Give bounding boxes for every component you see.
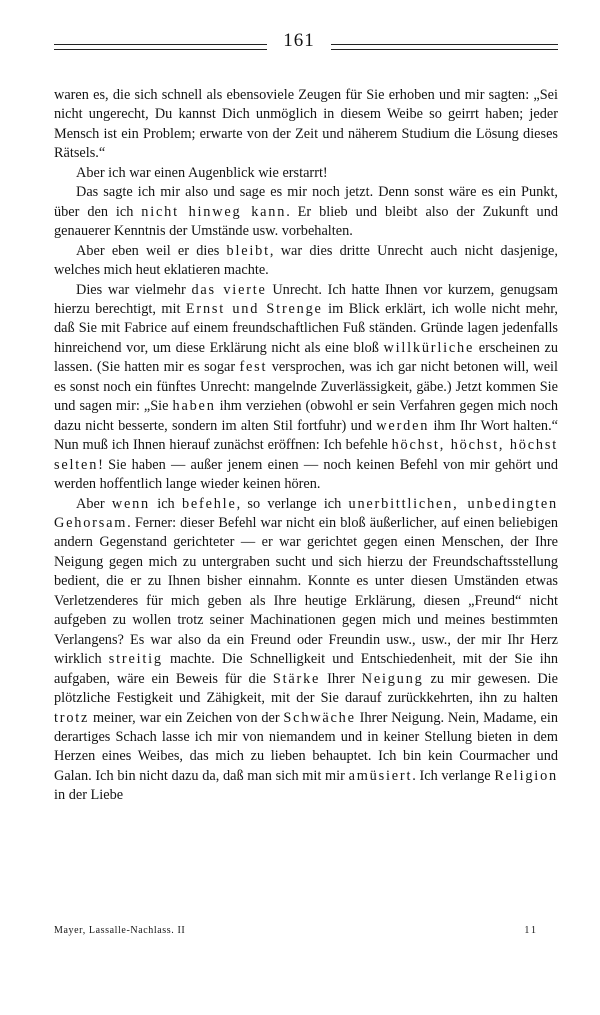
emphasis-spaced: Neigung: [361, 670, 424, 687]
page-header: [54, 24, 558, 60]
paragraph-3: [54, 183, 558, 241]
header-rule-right: [331, 44, 558, 50]
emphasis-spaced: Ernst und Strenge: [185, 300, 323, 317]
text-run: Ihrer: [320, 670, 362, 687]
paragraph-2: [54, 164, 558, 183]
emphasis-spaced: wenn: [111, 495, 150, 512]
emphasis-spaced: streitig: [108, 651, 163, 668]
emphasis-spaced: trotz: [54, 709, 90, 726]
text-run: versprochen, was ich gar nicht betonen will, weil es sonst noch ein fünftes Unrecht: mangelnde Zuverlässigkeit, gäbe.) Jetzt kommen Sie und sagen mir: „Sie: [54, 359, 558, 415]
text-run: machte. Die Schnelligkeit und Entschiedenheit, mit der Sie ihn aufgaben, wäre ein Beweis für die: [54, 651, 558, 687]
text-run: . Er blieb und bleibt also der Zukunft und genauerer Kenntnis der Umstände usw. vorbehalten.: [54, 203, 558, 240]
paragraph-6: [54, 495, 558, 806]
emphasis-spaced: Religion: [494, 767, 558, 784]
text-run: , so verlange ich: [236, 495, 349, 512]
text-run: . Ferner: dieser Befehl war nicht ein bloß äußerlicher, auf einen beliebigen andern Gegenstand gerichteter — er war gerichtet gegen einen Menschen, der Ihre Neigung gegen mich zu untergraben sucht und sich hierzu der Freundschaftsstellung bedient, die er zu Ihnen bisher einnahm. Konnte es unter diesen Umständen etwas Verletzenderes für mich geben als Ihre heutige Erklärung, diesen „Freund“ nicht aufgeben zu wollen trotz seiner Machinationen gegen mich und meines bestimmten Verlangens? Es war also da ein Freund oder Freundin usw., usw., der mir Ihr Herz wirklich: [54, 514, 558, 668]
emphasis-spaced: Stärke: [272, 670, 321, 687]
emphasis-spaced: willkürliche: [383, 339, 475, 356]
emphasis-spaced: höchst, höchst, höchst selten: [54, 437, 558, 473]
body-text: [54, 86, 558, 806]
text-run: in der Liebe: [54, 787, 124, 804]
text-run: ich: [150, 495, 182, 512]
paragraph-5: [54, 281, 558, 495]
emphasis-spaced: bleibt: [226, 242, 270, 259]
text-run: Dies war vielmehr: [76, 281, 192, 298]
emphasis-spaced: amüsiert: [348, 767, 413, 784]
emphasis-spaced: haben: [172, 398, 216, 415]
text-run: Aber ich war einen Augenblick wie erstarrt!: [76, 164, 328, 181]
header-rule-left: [54, 44, 267, 50]
emphasis-spaced: nicht hinweg kann: [141, 203, 287, 220]
emphasis-spaced: befehle: [181, 495, 237, 512]
text-run: erscheinen zu lassen. (Sie hatten mir es sogar: [54, 339, 558, 376]
page-footer: [54, 925, 558, 941]
text-run: . Ich verlange: [412, 767, 495, 784]
emphasis-spaced: werden: [376, 417, 430, 434]
text-run: meiner, war ein Zeichen von der: [89, 709, 284, 726]
text-run: zu mir gewesen. Die plötzliche Festigkeit und Zähigkeit, mit der Sie darauf zurückkehrten, ihn zu halten: [54, 670, 558, 707]
text-run: , war dies dritte Unrecht auch nicht dasjenige, welches mich heut eklatieren machte.: [54, 242, 558, 279]
sheet-mark: 11: [524, 925, 538, 936]
text-run: im Blick erklärt, ich wolle nicht mehr, daß Sie mit Fabrice auf einem freundschaftlichen Fuß ständen. Gründe lagen jedenfalls hinreichend vor, um diese Erklärung nicht als eine bloß: [54, 300, 559, 356]
emphasis-spaced: Schwäche: [283, 709, 356, 726]
text-run: ihm Ihr Wort halten.“ Nun muß ich Ihnen hierauf zunächst eröffnen: Ich befehle: [54, 417, 558, 454]
text-run: ! Sie haben — außer jenem einen — noch keinen Befehl von mir gehört und werden hoffentlich lange wieder keinen hören.: [54, 456, 558, 493]
paragraph-4: [54, 242, 558, 281]
text-run: Aber eben weil er dies: [76, 242, 227, 259]
page-number: 161: [283, 30, 315, 51]
printer-signature: Mayer, Lassalle-Nachlass. II: [54, 925, 186, 936]
text-run: Aber: [76, 495, 112, 512]
text-run: Ihrer Neigung. Nein, Madame, ein derartiges Schach lasse ich mir von niemandem und in keiner Stellung bieten in dem Herzen eines Weibes, das mich zu lieben behauptet. Ich bin kein Courmacher und Galan. Ich bin nicht dazu da, daß man sich mit mir: [54, 709, 558, 784]
paragraph-1: [54, 86, 558, 164]
text-run: ihm verziehen (obwohl er sein Verfahren gegen mich noch dazu nicht besserte, sondern im alten Stil fortfuhr) und: [54, 398, 558, 434]
text-run: Das sagte ich mir also und sage es mir noch jetzt. Denn sonst wäre es ein Punkt, über den ich: [54, 184, 558, 220]
emphasis-spaced: das vierte: [191, 281, 267, 298]
emphasis-spaced: fest: [239, 359, 268, 376]
emphasis-spaced: unerbittlichen, unbedingten Gehorsam: [54, 495, 558, 531]
text-run: Unrecht. Ich hatte Ihnen vor kurzem, genugsam hierzu berechtigt, mit: [54, 281, 558, 317]
text-run: waren es, die sich schnell als ebensoviele Zeugen für Sie erhoben und mir sagten: „Sei nicht ungerecht, Du kannst Dich unmöglich in diesem Weibe so geirrt haben; jeder Mensch ist ein Problem; erwarte von der Zeit und näherem Studium die Lösung dieses Rätsels.“: [54, 87, 558, 162]
